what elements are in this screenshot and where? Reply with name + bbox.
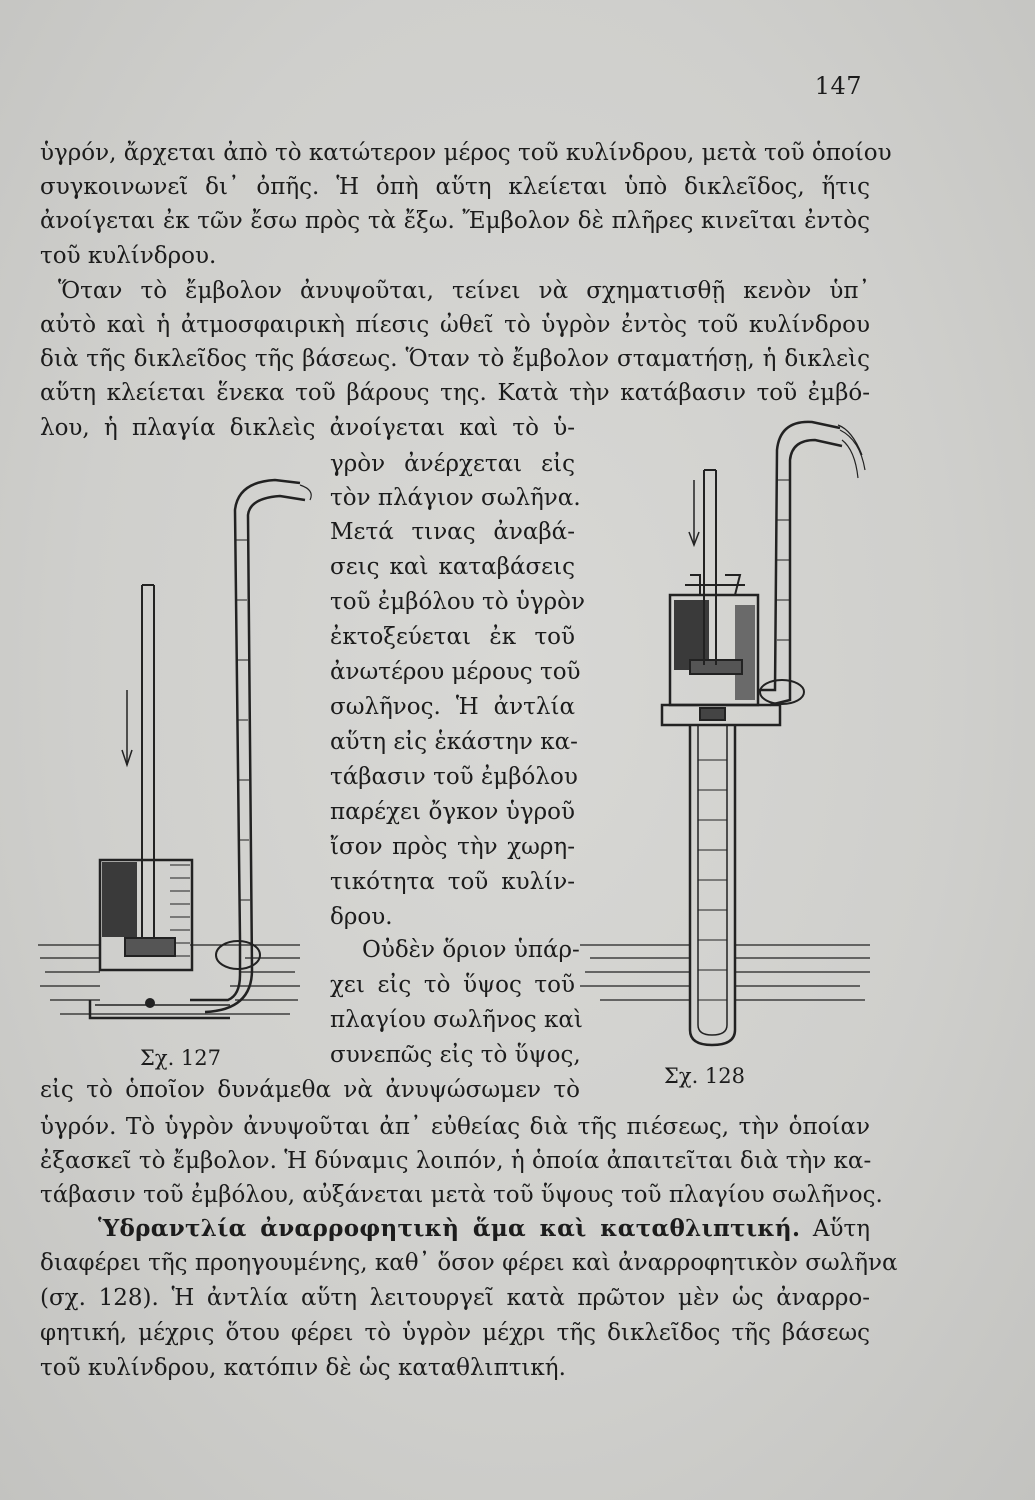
figure-128-caption: Σχ. 128 [664,1064,746,1088]
text-line: διαφέρει τῆς προηγουμένης, καθ᾽ ὅσον φέρει καὶ ἀναρροφητικὸν σωλῆνα [40,1250,898,1276]
text-line: Ὅταν τὸ ἔμβολον ἀνυψοῦται, τείνει νὰ σχηματισθῇ κενὸν ὑπ᾽ [58,278,870,304]
section-heading-continuation: Αὕτη [812,1216,871,1242]
column-text-line: ἴσον πρὸς τὴν χωρη- [330,834,575,860]
text-line: λου, ἡ πλαγία δικλεὶς ἀνοίγεται καὶ τὸ ὑ- [40,415,575,441]
column-text-line: γρὸν ἀνέρχεται εἰς [330,451,575,477]
text-line: ὑγρόν, ἄρχεται ἀπὸ τὸ κατώτερον μέρος τοῦ κυλίνδρου, μετὰ τοῦ ὁποίου [40,140,892,166]
text-line: τοῦ κυλίνδρου. [40,243,217,269]
column-text-line: σωλῆνος. Ἡ ἀντλία [330,694,575,720]
figure-127-caption: Σχ. 127 [140,1046,222,1070]
column-text-line: ἐκτοξεύεται ἐκ τοῦ [330,624,575,650]
page-number: 147 [814,72,862,100]
column-text-line: δρου. [330,904,393,930]
text-line: (σχ. 128). Ἡ ἀντλία αὕτη λειτουργεῖ κατὰ πρῶτον μὲν ὡς ἀναρρο- [40,1285,870,1311]
text-line: αὕτη κλείεται ἕνεκα τοῦ βάρους της. Κατὰ τὴν κατάβασιν τοῦ ἐμβό- [40,380,870,406]
column-text-line: τοῦ ἐμβόλου τὸ ὑγρὸν [330,589,585,615]
column-text-line: Μετά τινας ἀναβά- [330,519,575,545]
column-text-line: Οὐδὲν ὅριον ὑπάρ- [362,937,580,963]
text-line: εἰς τὸ ὁποῖον δυνάμεθα νὰ ἀνυψώσωμεν τὸ [40,1077,580,1103]
section-heading: Ὑδραντλία ἀναρροφητικὴ ἅμα καὶ καταθλιπτική. [98,1215,801,1242]
text-line: ἀνοίγεται ἐκ τῶν ἔσω πρὸς τὰ ἔξω. Ἔμβολον δὲ πλῆρες κινεῖται ἐντὸς [40,208,870,234]
text-line: συγκοινωνεῖ δι᾽ ὀπῆς. Ἡ ὀπὴ αὕτη κλείεται ὑπὸ δικλεῖδος, ἥτις [40,174,870,200]
text-line: ἐξασκεῖ τὸ ἔμβολον. Ἡ δύναμις λοιπόν, ἡ ὁποία ἀπαιτεῖται διὰ τὴν κα- [40,1148,872,1174]
column-text-line: τάβασιν τοῦ ἐμβόλου [330,764,578,790]
column-text-line: αὕτη εἰς ἑκάστην κα- [330,729,578,755]
column-text-line: τικότητα τοῦ κυλίν- [330,869,575,895]
column-text-line: τὸν πλάγιον σωλῆνα. [330,485,581,511]
column-text-line: συνεπῶς εἰς τὸ ὕψος, [330,1042,581,1068]
text-line: τάβασιν τοῦ ἐμβόλου, αὐξάνεται μετὰ τοῦ ὕψους τοῦ πλαγίου σωλῆνος. [40,1182,883,1208]
text-line: διὰ τῆς δικλεῖδος τῆς βάσεως. Ὅταν τὸ ἔμβολον σταματήσῃ, ἡ δικλεὶς [40,346,870,372]
column-text-line: παρέχει ὄγκον ὑγροῦ [330,799,575,825]
text-line: φητική, μέχρις ὅτου φέρει τὸ ὑγρὸν μέχρι τῆς δικλεῖδος τῆς βάσεως [40,1320,870,1346]
column-text-line: ἀνωτέρου μέρους τοῦ [330,659,581,685]
column-text-line: πλαγίου σωλῆνος καὶ [330,1007,583,1033]
column-text-line: χει εἰς τὸ ὕψος τοῦ [330,972,575,998]
text-line: τοῦ κυλίνδρου, κατόπιν δὲ ὡς καταθλιπτική. [40,1355,566,1381]
text-line: ὑγρόν. Τὸ ὑγρὸν ἀνυψοῦται ἀπ᾽ εὐθείας διὰ τῆς πιέσεως, τὴν ὁποίαν [40,1114,870,1140]
text-line: αὐτὸ καὶ ἡ ἀτμοσφαιρικὴ πίεσις ὠθεῖ τὸ ὑγρὸν ἐντὸς τοῦ κυλίνδρου [40,312,870,338]
column-text-line: σεις καὶ καταβάσεις [330,554,575,580]
